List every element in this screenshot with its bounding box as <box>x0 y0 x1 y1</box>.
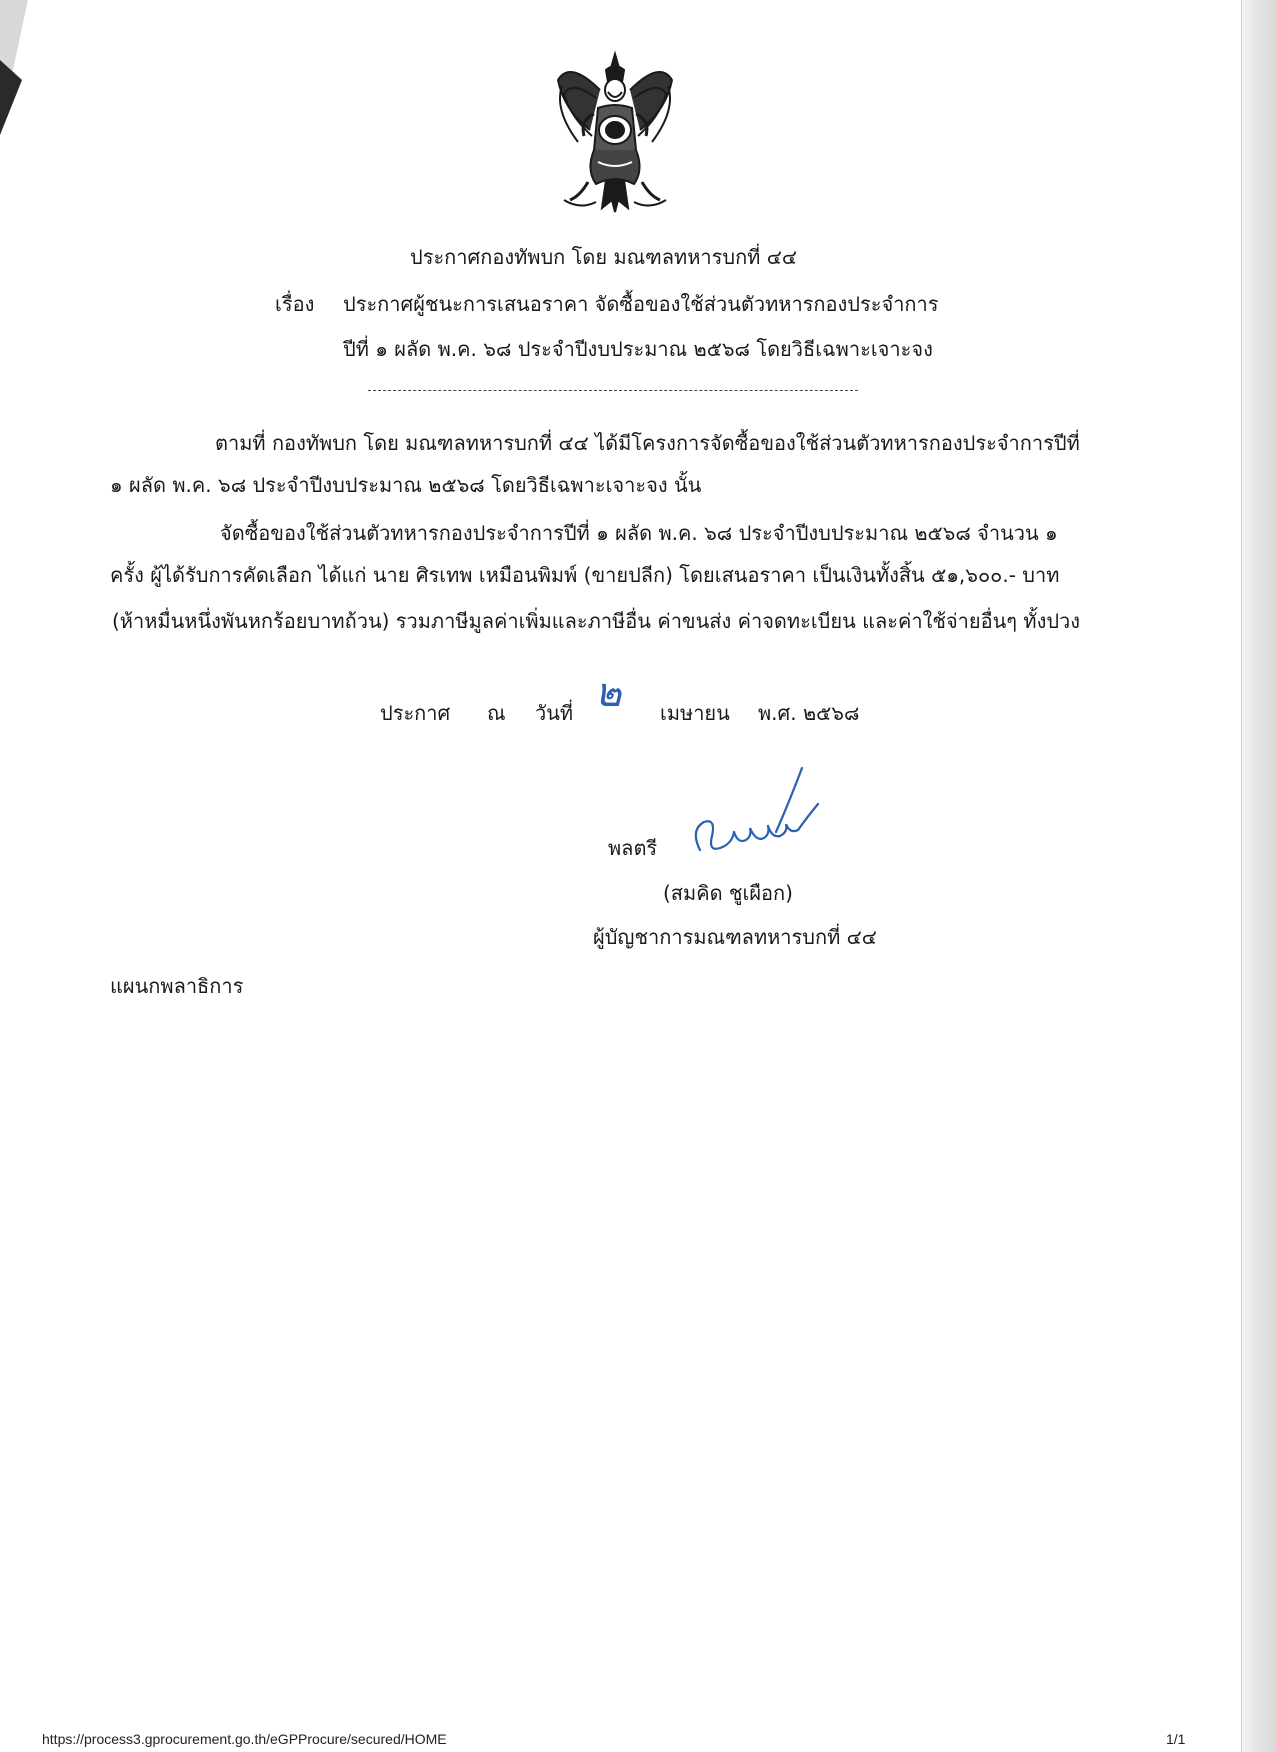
paragraph-2-line-3: (ห้าหมื่นหนึ่งพันหกร้อยบาทถ้วน) รวมภาษีมูลค่าเพิ่มและภาษีอื่น ค่าขนส่ง ค่าจดทะเบียน และค่าใช้จ่ายอื่นๆ ทั้งปวง <box>112 609 1081 633</box>
footer-page-number: 1/1 <box>1166 1731 1186 1747</box>
date-day-label: วันที่ <box>535 701 574 725</box>
signer-rank: พลตรี <box>608 836 658 860</box>
subject-line-1: ประกาศผู้ชนะการเสนอราคา จัดซื้อของใช้ส่วนตัวทหารกองประจำการ <box>343 292 939 316</box>
paragraph-2-line-2: ครั้ง ผู้ได้รับการคัดเลือก ได้แก่ นาย ศิรเทพ เหมือนพิมพ์ (ขายปลีก) โดยเสนอราคา เป็นเงินทั้งสิ้น ๕๑,๖๐๐.- บาท <box>110 563 1060 587</box>
footer-url: https://process3.gprocurement.go.th/eGPProcure/secured/HOME <box>42 1731 447 1747</box>
date-label: ประกาศ <box>380 701 451 725</box>
date-month: เมษายน <box>660 701 730 725</box>
dashed-divider <box>368 390 858 391</box>
date-at: ณ <box>487 701 506 725</box>
paragraph-2-line-1: จัดซื้อของใช้ส่วนตัวทหารกองประจำการปีที่ ๑ ผลัด พ.ค. ๖๘ ประจำปีงบประมาณ ๒๕๖๘ จำนวน ๑ <box>220 521 1058 545</box>
garuda-emblem-icon <box>550 50 680 220</box>
handwritten-day: ๒ <box>595 670 622 716</box>
date-year: พ.ศ. ๒๕๖๘ <box>758 701 860 725</box>
department-label: แผนกพลาธิการ <box>110 974 244 998</box>
signer-position: ผู้บัญชาการมณฑลทหารบกที่ ๔๔ <box>593 925 877 949</box>
paragraph-1-line-1: ตามที่ กองทัพบก โดย มณฑลทหารบกที่ ๔๔ ได้มีโครงการจัดซื้อของใช้ส่วนตัวทหารกองประจำการปีที่ <box>215 431 1080 455</box>
corner-fold <box>0 0 40 140</box>
handwritten-signature <box>690 760 830 870</box>
paragraph-1-line-2: ๑ ผลัด พ.ค. ๖๘ ประจำปีงบประมาณ ๒๕๖๘ โดยวิธีเฉพาะเจาะจง นั้น <box>110 473 702 497</box>
scan-edge <box>1241 0 1276 1752</box>
subject-label: เรื่อง <box>275 292 315 316</box>
signer-name: (สมคิด ชูเผือก) <box>663 881 793 905</box>
subject-line-2: ปีที่ ๑ ผลัด พ.ค. ๖๘ ประจำปีงบประมาณ ๒๕๖๘ โดยวิธีเฉพาะเจาะจง <box>343 337 933 361</box>
announcement-title: ประกาศกองทัพบก โดย มณฑลทหารบกที่ ๔๔ <box>410 245 797 269</box>
